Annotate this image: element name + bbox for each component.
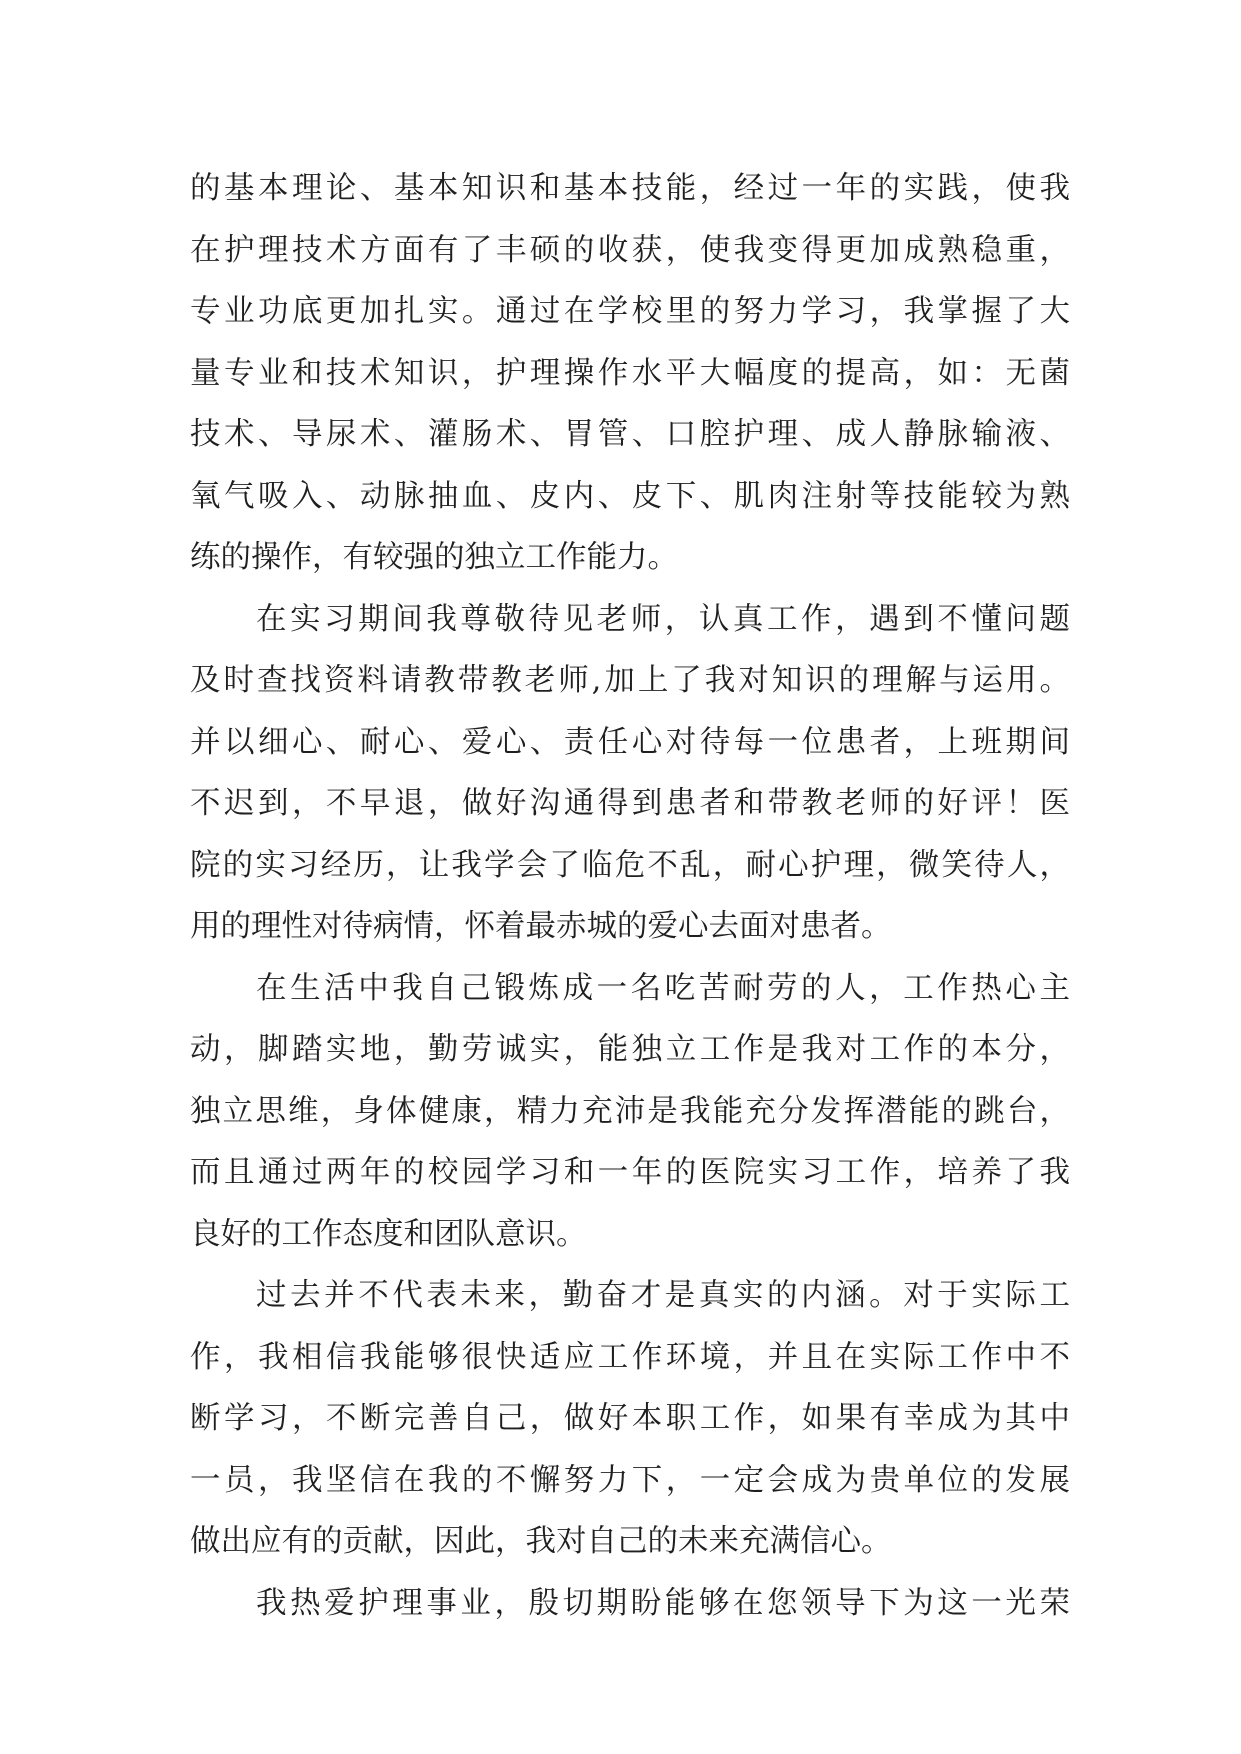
- text-line: 作，我相信我能够很快适应工作环境，并且在实际工作中不: [190, 1339, 1070, 1375]
- text-line: 动，脚踏实地，勤劳诚实，能独立工作是我对工作的本分，: [190, 1032, 1070, 1067]
- text-line: 良好的工作态度和团队意识。: [190, 1216, 587, 1252]
- text-line: 练的操作，有较强的独立工作能力。: [190, 540, 678, 575]
- paragraph-start-line: 在生活中我自己锻炼成一名吃苦耐劳的人，工作热心主: [256, 970, 1070, 1006]
- text-line: 并以细心、耐心、爱心、责任心对待每一位患者，上班期间: [190, 724, 1070, 760]
- text-line: 氧气吸入、动脉抽血、皮内、皮下、肌肉注射等技能较为熟: [190, 478, 1070, 514]
- text-line: 的基本理论、基本知识和基本技能，经过一年的实践，使我: [190, 171, 1070, 206]
- text-line: 一员，我坚信在我的不懈努力下，一定会成为贵单位的发展: [190, 1462, 1070, 1498]
- text-line: 在护理技术方面有了丰硕的收获，使我变得更加成熟稳重，: [190, 232, 1070, 268]
- text-line: 独立思维，身体健康，精力充沛是我能充分发挥潜能的跳台，: [190, 1093, 1070, 1129]
- text-line: 做出应有的贡献，因此，我对自己的未来充满信心。: [190, 1524, 892, 1559]
- body-text: [190, 158, 1070, 1634]
- text-line: 用的理性对待病情，怀着最赤城的爱心去面对患者。: [190, 909, 892, 944]
- paragraph-start-line: 在实习期间我尊敬待见老师，认真工作，遇到不懂问题: [256, 601, 1070, 637]
- text-line: 量专业和技术知识，护理操作水平大幅度的提高，如：无菌: [190, 355, 1070, 391]
- text-line: 而且通过两年的校园学习和一年的医院实习工作，培养了我: [190, 1155, 1070, 1190]
- text-line: 院的实习经历，让我学会了临危不乱，耐心护理，微笑待人，: [190, 847, 1070, 883]
- paragraph-start-line: 我热爱护理事业，殷切期盼能够在您领导下为这一光荣: [256, 1585, 1070, 1621]
- text-line: 及时查找资料请教带教老师,加上了我对知识的理解与运用。: [190, 663, 1070, 698]
- text-line: 技术、导尿术、灌肠术、胃管、口腔护理、成人静脉输液、: [190, 417, 1070, 452]
- paragraph-start-line: 过去并不代表未来，勤奋才是真实的内涵。对于实际工: [256, 1278, 1070, 1313]
- text-line: 不迟到，不早退，做好沟通得到患者和带教老师的好评！医: [190, 786, 1070, 821]
- text-line: 断学习，不断完善自己，做好本职工作，如果有幸成为其中: [190, 1401, 1070, 1436]
- text-line: 专业功底更加扎实。通过在学校里的努力学习，我掌握了大: [190, 294, 1070, 329]
